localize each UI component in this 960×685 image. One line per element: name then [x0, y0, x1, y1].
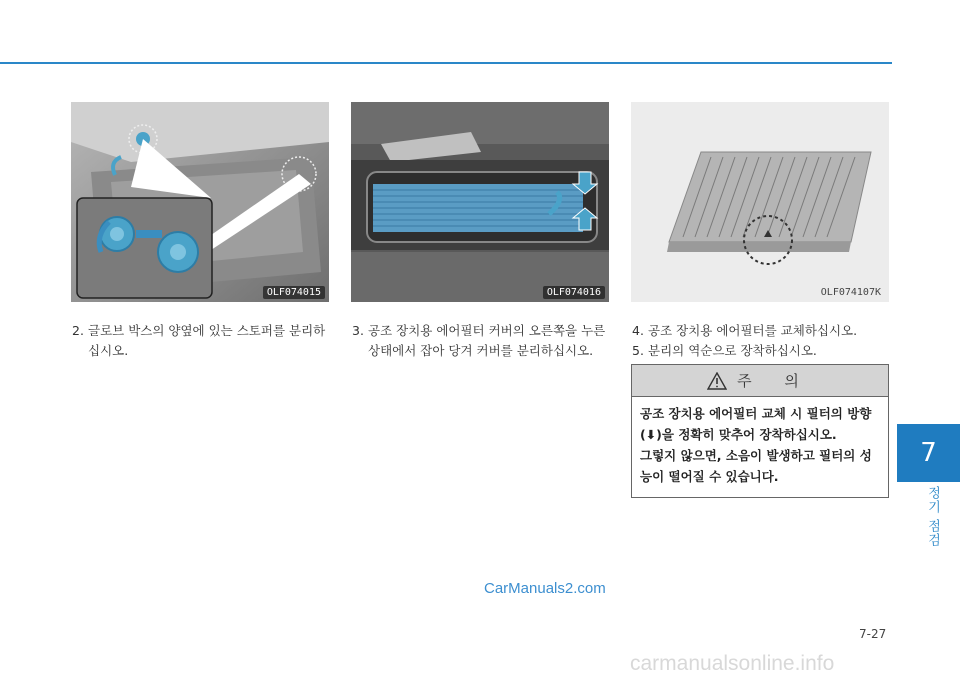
- step-text: 상태에서 잡아 당겨 커버를 분리하십시오.: [368, 343, 594, 358]
- filter-cover-illustration: [351, 102, 609, 302]
- watermark-text: CarManuals2.com: [484, 580, 606, 597]
- step-text: 공조 장치용 에어필터 커버의 오른쪽을 누른: [368, 323, 606, 338]
- top-rule: [0, 62, 892, 64]
- chapter-number: 7: [920, 438, 937, 468]
- figure-code: OLF074015: [263, 286, 325, 299]
- chapter-title: 정기 점검: [925, 486, 940, 548]
- air-filter-illustration: [631, 102, 889, 302]
- step-number: 3.: [352, 323, 364, 338]
- step-number: 5.: [632, 343, 644, 358]
- figure-code: OLF074016: [543, 286, 605, 299]
- caution-title: 주 의: [737, 372, 813, 390]
- caution-body: [632, 397, 888, 493]
- caution-line: 공조 장치용 에어필터 교체 시 필터의 방향: [640, 406, 872, 421]
- step-text: 분리의 역순으로 장착하십시오.: [648, 343, 817, 358]
- step-number: 2.: [72, 323, 84, 338]
- step-text: 십시오.: [88, 343, 129, 358]
- caution-line: 능이 떨어질 수 있습니다.: [640, 469, 779, 484]
- step-text: 공조 장치용 에어필터를 교체하십시오.: [648, 323, 858, 338]
- footer-watermark: carmanualsonline.info: [630, 652, 835, 675]
- step-2: [72, 321, 334, 361]
- figure-code: OLF074107K: [820, 287, 881, 298]
- figure-air-filter-cover: [351, 102, 609, 302]
- figure-air-filter: [631, 102, 889, 302]
- caution-line: (⬇)을 정확히 맞추어 장착하십시오.: [640, 427, 837, 442]
- step-text: 글로브 박스의 양옆에 있는 스토퍼를 분리하: [88, 323, 326, 338]
- caution-line: 그렇지 않으면, 소음이 발생하고 필터의 성: [640, 448, 872, 463]
- step-4: [632, 321, 894, 341]
- step-number: 4.: [632, 323, 644, 338]
- page-number: 7-27: [859, 627, 887, 641]
- step-5: [632, 341, 894, 361]
- figure-glove-box-stoppers: [71, 102, 329, 302]
- step-3: [352, 321, 616, 361]
- caution-box: [631, 364, 889, 498]
- warning-triangle-icon: [707, 372, 727, 390]
- glove-box-illustration: [71, 102, 329, 302]
- caution-header: [632, 365, 888, 397]
- chapter-tab: [897, 424, 960, 482]
